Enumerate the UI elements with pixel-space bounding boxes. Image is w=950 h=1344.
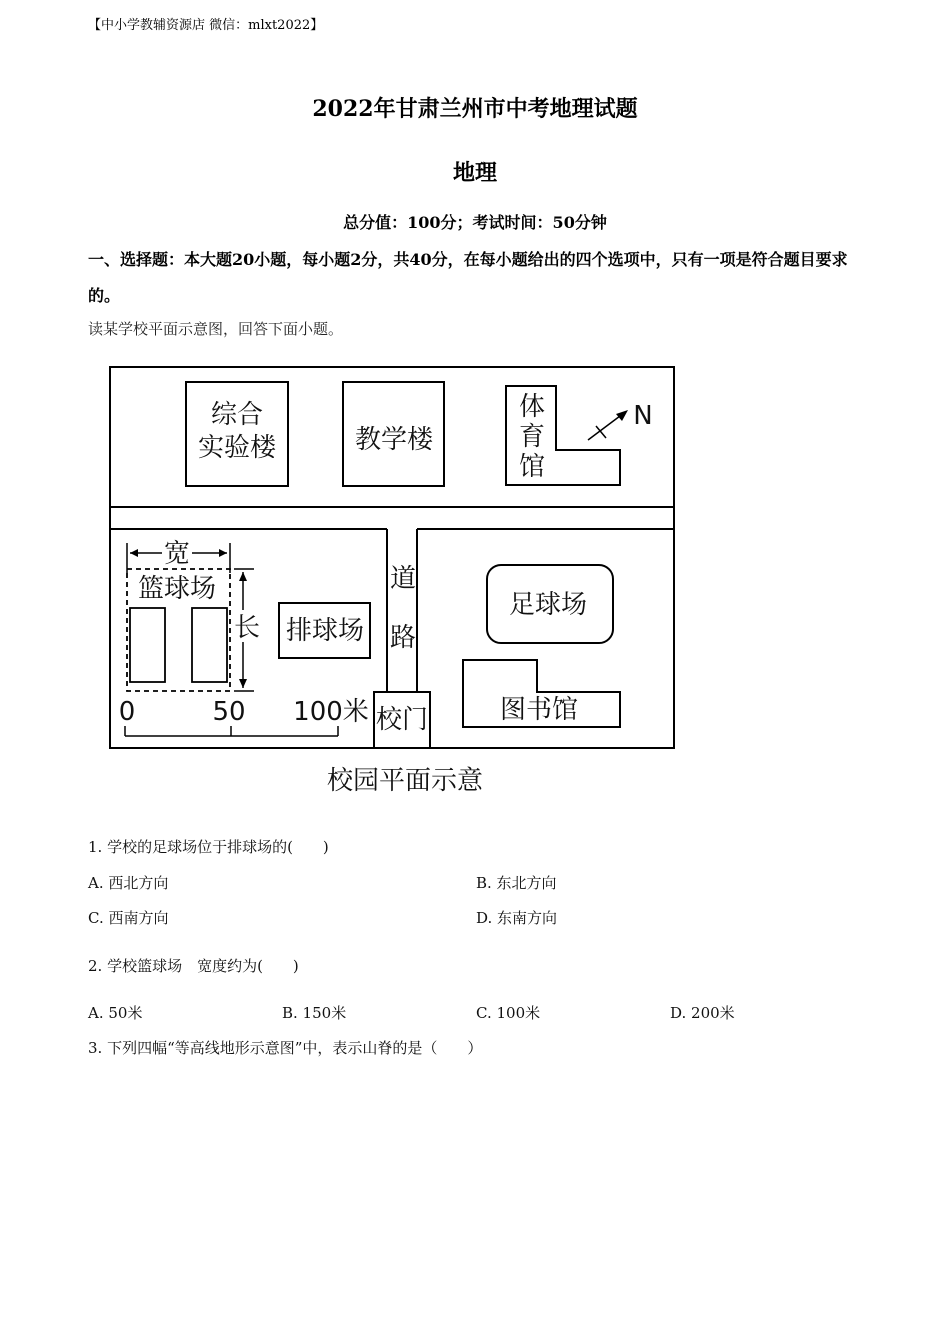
q2-option-d: D. 200米 xyxy=(670,1004,735,1022)
football-label: 足球场 xyxy=(508,590,588,620)
question-3: 3. 下列四幅“等高线地形示意图”中，表示山脊的是（ ） xyxy=(88,1039,483,1057)
question-1: 1. 学校的足球场位于排球场的( ) xyxy=(88,838,329,856)
road-label-2: 路 xyxy=(389,623,417,653)
teaching-label: 教学楼 xyxy=(354,425,434,455)
gym-label-1: 体 xyxy=(518,392,546,422)
north-arrow xyxy=(588,413,624,440)
scale-hundred: 100米 xyxy=(293,697,369,727)
q2-option-a: A. 50米 xyxy=(88,1004,143,1022)
q1-option-c: C. 西南方向 xyxy=(88,909,169,927)
q2-option-c: C. 100米 xyxy=(476,1004,541,1022)
lab-label-1: 综合 xyxy=(210,400,264,430)
section-heading: 一、选择题：本大题20小题，每小题2分，共40分，在每小题给出的四个选项中，只有一项是符合题目要求的。 xyxy=(88,250,848,305)
campus-map xyxy=(100,360,690,810)
map-caption: 校园平面示意 xyxy=(326,766,484,796)
gate-label: 校门 xyxy=(375,705,429,735)
gym-label-2: 育 xyxy=(518,422,546,452)
road-label-1: 道 xyxy=(389,564,417,594)
q1-option-d: D. 东南方向 xyxy=(476,909,558,927)
subject-title: 地理 xyxy=(452,160,497,186)
volleyball-label: 排球场 xyxy=(285,616,365,646)
width-label: 宽 xyxy=(163,539,191,569)
length-label: 长 xyxy=(233,613,261,643)
lab-label-2: 实验楼 xyxy=(197,433,277,463)
library-label: 图书馆 xyxy=(499,695,579,725)
exam-meta: 总分值：100分；考试时间：50分钟 xyxy=(343,213,607,232)
q2-option-b: B. 150米 xyxy=(282,1004,347,1022)
q1-option-b: B. 东北方向 xyxy=(476,874,557,892)
page-title: 2022年甘肃兰州市中考地理试题 xyxy=(312,96,638,122)
scale-zero: 0 xyxy=(118,697,136,727)
q1-option-a: A. 西北方向 xyxy=(88,874,169,892)
gym-label-3: 馆 xyxy=(518,452,546,482)
question-2: 2. 学校篮球场 宽度约为( ) xyxy=(88,957,299,975)
basketball-label: 篮球场 xyxy=(137,574,217,604)
header-note: 【中小学教辅资源店 微信：mlxt2022】 xyxy=(88,18,324,33)
north-label: N xyxy=(633,401,653,431)
scale-fifty: 50 xyxy=(212,697,246,727)
question-intro: 读某学校平面示意图，回答下面小题。 xyxy=(88,320,344,338)
